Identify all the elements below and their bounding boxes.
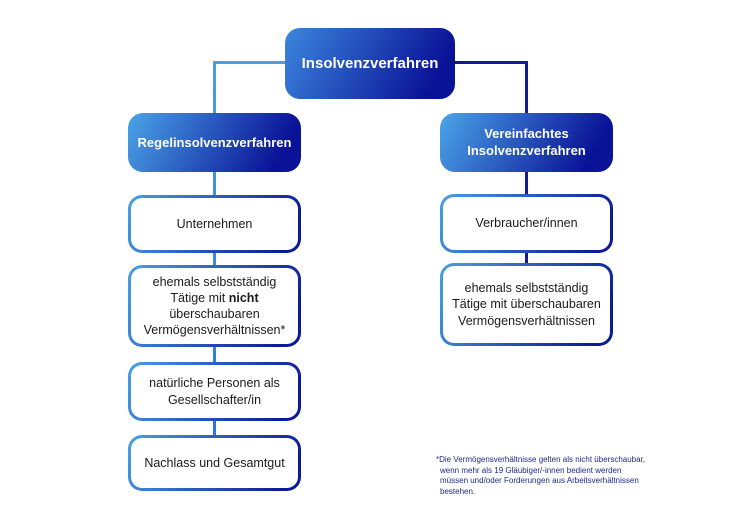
- branch-header-regelinsolvenzverfahren: [128, 113, 301, 172]
- footnote: [436, 455, 686, 498]
- node-text-line: Vermögensverhältnissen*: [143, 323, 286, 338]
- connector-right-horizontal: [454, 61, 527, 64]
- node-nachlass-gesamtgut: [128, 435, 301, 491]
- node-verbraucher-innen: [440, 194, 613, 253]
- footnote-line: wenn mehr als 19 Gläubiger/-innen bedient werden: [440, 465, 622, 475]
- node-label: Unternehmen: [176, 216, 253, 231]
- node-text-line: ehemals selbstständig: [152, 274, 277, 289]
- connector-left-horizontal: [214, 61, 286, 64]
- node-text-line: ehemals selbstständig: [464, 281, 589, 296]
- node-text-line: Tätige mit überschaubaren: [452, 297, 601, 312]
- node-ehemals-selbststaendig-nicht-ueberschaubar: [128, 265, 301, 347]
- emphasized-word: nicht: [228, 290, 259, 305]
- node-ehemals-selbststaendig-ueberschaubar: [440, 263, 613, 346]
- node-natuerliche-personen: [128, 362, 301, 421]
- footnote-line: müssen und/oder Forderungen aus Arbeitsverhältnissen: [440, 476, 639, 486]
- node-unternehmen: [128, 195, 301, 253]
- root-node: [285, 28, 455, 99]
- node-text-line: natürliche Personen als: [149, 376, 280, 391]
- branch-header-vereinfachtes-insolvenzverfahren: [440, 113, 613, 172]
- node-text-line: Tätige mit nicht: [170, 290, 259, 305]
- root-node-label: Insolvenzverfahren: [301, 55, 439, 72]
- branch-header-label: Regelinsolvenzverfahren: [137, 135, 292, 150]
- header-line: Insolvenzverfahren: [467, 142, 586, 158]
- branch-header-label: [467, 126, 586, 160]
- header-line: Vereinfachtes: [484, 125, 569, 141]
- node-label: Verbraucher/innen: [475, 216, 578, 231]
- node-label: Nachlass und Gesamtgut: [144, 455, 285, 470]
- footnote-line: *Die Vermögensverhältnisse gelten als nicht überschaubar,: [436, 455, 646, 464]
- node-text-line: überschaubaren: [169, 307, 260, 321]
- node-text-line: Gesellschafter/in: [167, 392, 262, 407]
- footnote-line: bestehen.: [440, 487, 476, 497]
- node-text-line: Vermögensverhältnissen: [458, 313, 595, 328]
